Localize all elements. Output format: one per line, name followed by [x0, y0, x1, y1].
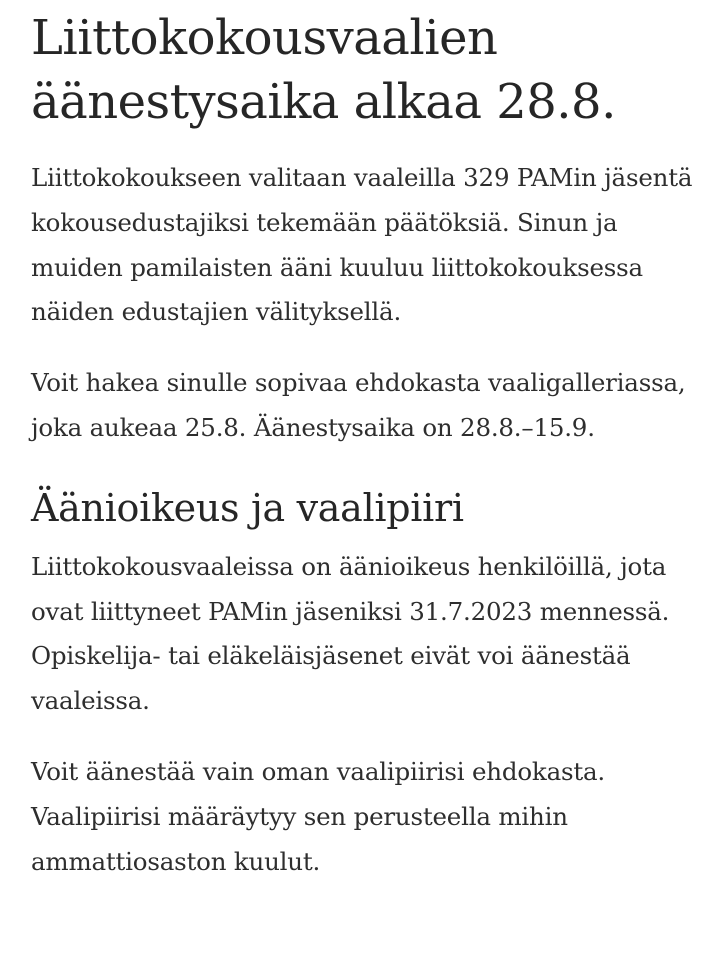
section-heading: Äänioikeus ja vaalipiiri: [31, 485, 464, 530]
paragraph-electoral-district: Voit äänestää vain oman vaalipiirisi ehdokasta. Vaalipiirisi määräytyy sen perusteella mihin ammattiosaston kuulut.: [31, 756, 605, 876]
article-title: Liittokokousvaalien äänestysaika alkaa 28.8.: [31, 10, 616, 130]
paragraph-voting-period: Voit hakea sinulle sopivaa ehdokasta vaaligalleriassa, joka aukeaa 25.8. Äänestysaika on 28.8.–15.9.: [31, 368, 686, 442]
paragraph-intro: Liittokokoukseen valitaan vaaleilla 329 PAMin jäsentä kokousedustajiksi tekemään päätöksiä. Sinun ja muiden pamilaisten ääni kuuluu liittokokouksessa näiden edustajien välityksellä.: [31, 163, 693, 327]
paragraph-voting-rights: Liittokokousvaaleissa on äänioikeus henkilöillä, jota ovat liittyneet PAMin jäseniksi 31.7.2023 mennessä. Opiskelija- tai eläkeläisjäsenet eivät voi äänestää vaaleissa.: [31, 551, 670, 716]
article: [31, 0, 701, 884]
